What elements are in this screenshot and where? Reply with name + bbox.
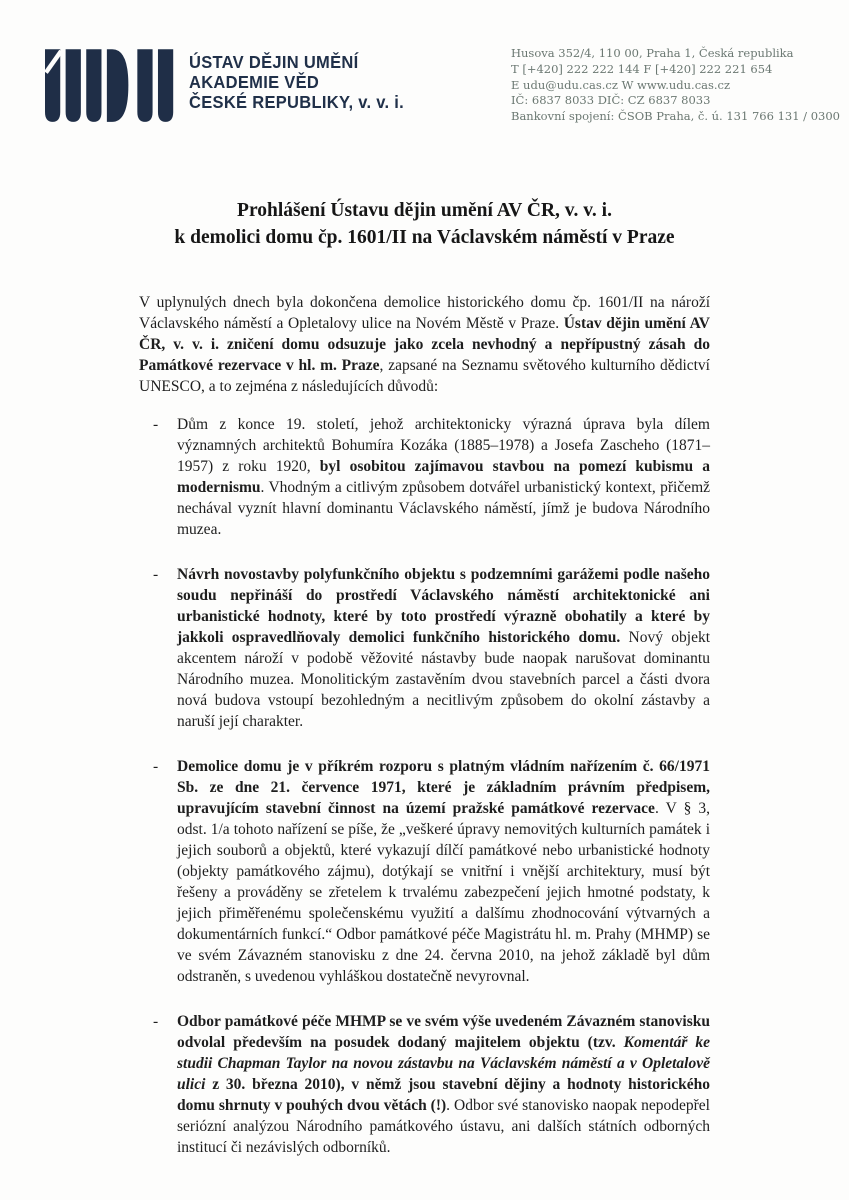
bullet-item-2 (139, 564, 710, 732)
document-content (139, 197, 710, 1158)
bullet-text-4: Odbor památkové péče MHMP se ve svém výše uvedeném Závazném stanovisku odvolal především na posudek dodaný majitelem objektu (tzv. Komentář ke studii Chapman Taylor na novou zástavbu na Václavském náměstí a v Opletalově ulici z 30. března 2010), v němž jsou stavební dějiny a hodnoty historického domu shrnuty v pouhých dvou větách (!). Odbor své stanovisko naopak nepodepřel seriózní analýzou Národního památkového ústavu, ani dalších státních odborných institucí či nezávislých odborníků. (177, 1013, 710, 1156)
contact-email-web: E udu@udu.cas.cz W www.udu.cas.cz (511, 77, 731, 92)
bullet-item-4 (139, 1011, 710, 1158)
bullet-list (139, 414, 710, 1158)
contact-phone-fax: T [+420] 222 222 144 F [+420] 222 221 654 (511, 61, 773, 76)
udu-logo-icon (45, 47, 175, 130)
title-line-2: k demolici domu čp. 1601/II na Václavském náměstí v Praze (174, 227, 675, 248)
bullet-text-2: Návrh novostavby polyfunkčního objektu s podzemními garážemi podle našeho soudu nepřináší do prostředí Václavského náměstí architektonické ani urbanistické hodnoty, které by toto prostředí výrazně obohatily a které by jakkoli ospravedlňovaly demolici funkčního historického domu. Nový objekt akcentem nároží v podobě věžovité nástavby bude naopak narušovat dominantu Národního muzea. Monolitickým zastavěním dvou stavebních parcel a části dvora nová budova vstoupí bezohledným a necitlivým způsobem do okolní zástavby a naruší její charakter. (177, 566, 711, 730)
bullet-text-1: Dům z konce 19. století, jehož architektonicky výrazná úprava byla dílem významných architektů Bohumíra Kozáka (1885–1978) a Josefa Zascheho (1871–1957) z roku 1920, byl osobitou zajímavou stavbou na pomezí kubismu a modernismu. Vhodným a citlivým způsobem dotvářel urbanistický kontext, přičemž nechával vyznít hlavní dominantu Václavského náměstí, jímž je budova Národního muzea. (177, 416, 710, 538)
bullet-dash: - (153, 416, 159, 433)
bullet-text-3: Demolice domu je v příkrém rozporu s platným vládním nařízením č. 66/1971 Sb. ze dne 21. července 1971, které je základním právním předpisem, upravujícím stavební činnost na území pražské památkové rezervace. V § 3, odst. 1/a tohoto nařízení se píše, že „veškeré úpravy nemovitých kulturních památek i jejich souborů a objektů, které vykazují dílčí památkové nebo urbanistické hodnoty (objekty památkového zájmu), dotýkají se vnitřní i vnější architektury, musí být řešeny a prováděny se zřetelem k trvalému zabezpečení jejich hmotné podstaty, k jejich přiměřenému společenskému využití a dalšímu zhodnocování výtvarných a dokumentárních funkcí.“ Odbor památkové péče Magistrátu hl. m. Prahy (MHMP) se ve svém Závazném stanovisku z dne 24. června 2010, na jehož základě byl dům odstraněn, s uvedenou vyhláškou dostatečně nevyrovnal. (177, 758, 711, 985)
contact-address: Husova 352/4, 110 00, Praha 1, Česká republika (511, 46, 794, 60)
institution-line-2: AKADEMIE VĚD (189, 73, 320, 93)
title-line-1: Prohlášení Ústavu dějin umění AV ČR, v. v. i. (237, 200, 612, 221)
contact-info (511, 46, 840, 125)
document-title (139, 197, 710, 251)
bullet-item-1 (139, 414, 710, 540)
bullet-dash: - (153, 1013, 159, 1030)
contact-ic-dic: IČ: 6837 8033 DIČ: CZ 6837 8033 (511, 93, 711, 108)
contact-bank: Bankovní spojení: ČSOB Praha, č. ú. 131 766 131 / 0300 (511, 109, 840, 124)
bullet-item-3 (139, 756, 710, 987)
intro-paragraph: V uplynulých dnech byla dokončena demolice historického domu čp. 1601/II na nároží Václavského náměstí a Opletalovy ulice na Novém Městě v Praze. Ústav dějin umění AV ČR, v. v. i. zničení domu odsuzuje jako zcela nevhodný a nepřípustný zásah do Památkové rezervace v hl. m. Praze, zapsané na Seznamu světového kulturního dědictví UNESCO, a to zejména z následujících důvodů: (139, 294, 710, 395)
bullet-dash: - (153, 758, 159, 775)
bullet-dash: - (153, 566, 159, 583)
institution-name (189, 52, 404, 112)
institution-line-1: ÚSTAV DĚJIN UMĚNÍ (189, 53, 359, 73)
institution-line-3: ČESKÉ REPUBLIKY, v. v. i. (189, 93, 405, 113)
